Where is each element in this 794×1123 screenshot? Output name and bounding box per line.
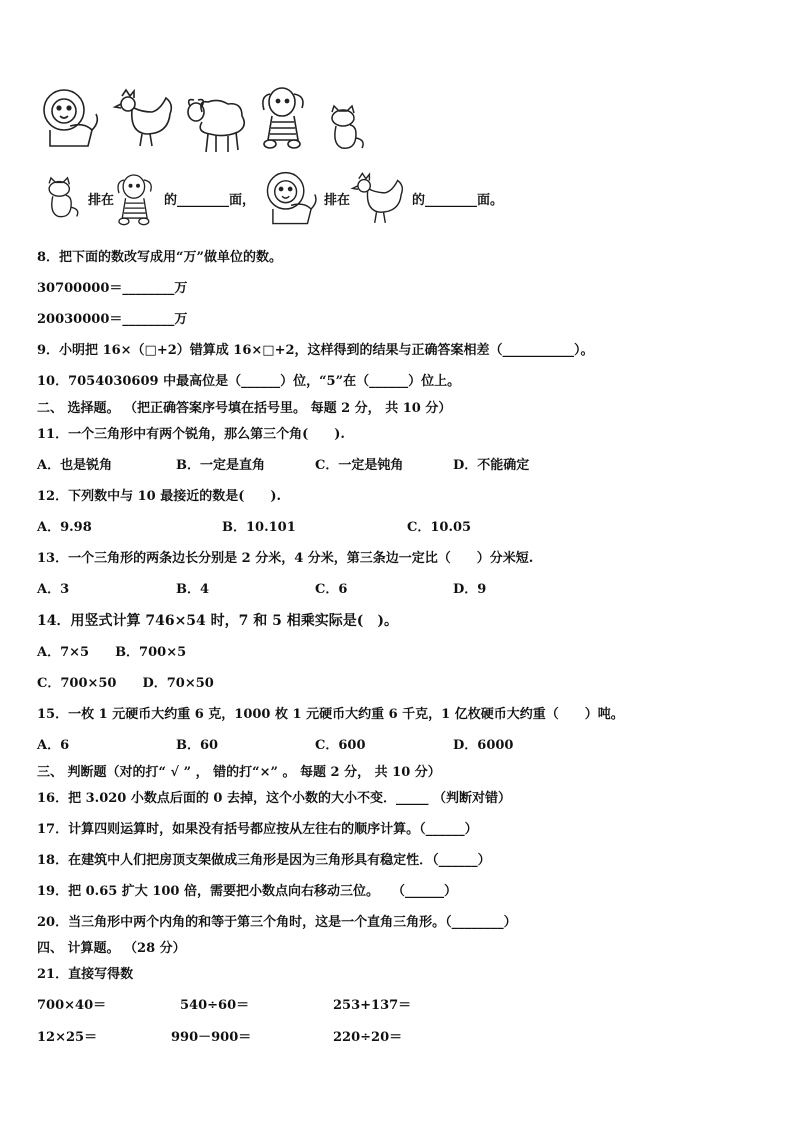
q11-option-d: D．不能确定 xyxy=(453,458,530,473)
q7-text-2: 的________面， xyxy=(164,193,256,208)
q11-option-a: A．也是锐角 xyxy=(37,458,113,473)
q9: 9．小明把 16×（□+2）错算成 16×□+2，这样得到的结果与正确答案相差（___________）。 xyxy=(37,343,594,358)
q11-option-b: B．一定是直角 xyxy=(176,458,265,473)
q21-item: 253+137＝ xyxy=(333,998,412,1013)
kitten-icon xyxy=(326,104,366,154)
q13-option-a: A．3 xyxy=(37,582,70,597)
q12-option-b: B．10.101 xyxy=(222,520,296,535)
puppy-icon xyxy=(114,168,162,230)
q15-option-c: C．600 xyxy=(315,738,366,753)
sheep-icon xyxy=(184,94,250,156)
section-2-heading: 二、 选择题。 （把正确答案序号填在括号里。 每题 2 分， 共 10 分） xyxy=(37,401,452,416)
q14-options-row-1: A．7×5 B．700×5 xyxy=(37,645,187,660)
q12-option-a: A．9.98 xyxy=(37,520,92,535)
q16: 16．把 3.020 小数点后面的 0 去掉，这个小数的大小不变．_____ （判断对错） xyxy=(37,791,511,806)
q11-option-c: C．一定是钝角 xyxy=(315,458,404,473)
q17: 17．计算四则运算时，如果没有括号都应按从左往右的顺序计算。（______） xyxy=(37,822,478,837)
kitten-icon xyxy=(42,176,82,222)
q21-item: 990－900＝ xyxy=(171,1030,252,1045)
q21-item: 12×25＝ xyxy=(37,1030,98,1045)
q14: 14．用竖式计算 746×54 时，7 和 5 相乘实际是( )。 xyxy=(37,613,399,629)
q10: 10．7054030609 中最高位是（______）位，“5”在（______）位上。 xyxy=(37,374,461,389)
puppy-icon xyxy=(258,82,316,152)
q13: 13．一个三角形的两条边长分别是 2 分米，4 分米，第三条边一定比（ ）分米短. xyxy=(37,551,534,566)
lion-icon xyxy=(38,86,104,152)
q11: 11．一个三角形中有两个锐角，那么第三个角( ). xyxy=(37,427,345,442)
q21-title: 21．直接写得数 xyxy=(37,967,134,982)
q15-option-b: B．60 xyxy=(176,738,219,753)
section-3-heading: 三、 判断题（对的打“ √ ” ， 错的打“×” 。 每题 2 分， 共 10 分） xyxy=(37,765,441,780)
q12-option-c: C．10.05 xyxy=(407,520,472,535)
q7-text-4: 的________面。 xyxy=(412,193,504,208)
q15-option-d: D．6000 xyxy=(453,738,514,753)
q7-text-1: 排在 xyxy=(88,193,115,208)
q21-item: 540÷60＝ xyxy=(180,998,250,1013)
q13-option-d: D．9 xyxy=(453,582,487,597)
q8-a: 30700000＝________万 xyxy=(37,281,188,296)
q15: 15．一枚 1 元硬币大约重 6 克，1000 枚 1 元硬币大约重 6 千克，1 亿枚硬币大约重（ ）吨。 xyxy=(37,707,624,722)
q8-b: 20030000＝________万 xyxy=(37,312,188,327)
q20: 20．当三角形中两个内角的和等于第三个角时，这是一个直角三角形。（________） xyxy=(37,915,517,930)
q15-option-a: A．6 xyxy=(37,738,70,753)
q21-item: 220÷20＝ xyxy=(333,1030,403,1045)
section-4-heading: 四、 计算题。 （28 分） xyxy=(37,941,186,956)
lion-icon xyxy=(262,168,322,230)
q13-option-c: C．6 xyxy=(315,582,348,597)
rooster-icon xyxy=(112,88,180,150)
q7-text-3: 排在 xyxy=(324,193,351,208)
q18: 18．在建筑中人们把房顶支架做成三角形是因为三角形具有稳定性．（______） xyxy=(37,853,491,868)
q12: 12．下列数中与 10 最接近的数是( ). xyxy=(37,489,282,504)
q19: 19．把 0.65 扩大 100 倍，需要把小数点向右移动三位。 （______） xyxy=(37,884,457,899)
q13-option-b: B．4 xyxy=(176,582,210,597)
q21-item: 700×40＝ xyxy=(37,998,107,1013)
q8-title: 8．把下面的数改写成用“万”做单位的数。 xyxy=(37,250,283,265)
q14-options-row-2: C．700×50 D．70×50 xyxy=(37,676,214,691)
rooster-icon xyxy=(350,170,410,228)
